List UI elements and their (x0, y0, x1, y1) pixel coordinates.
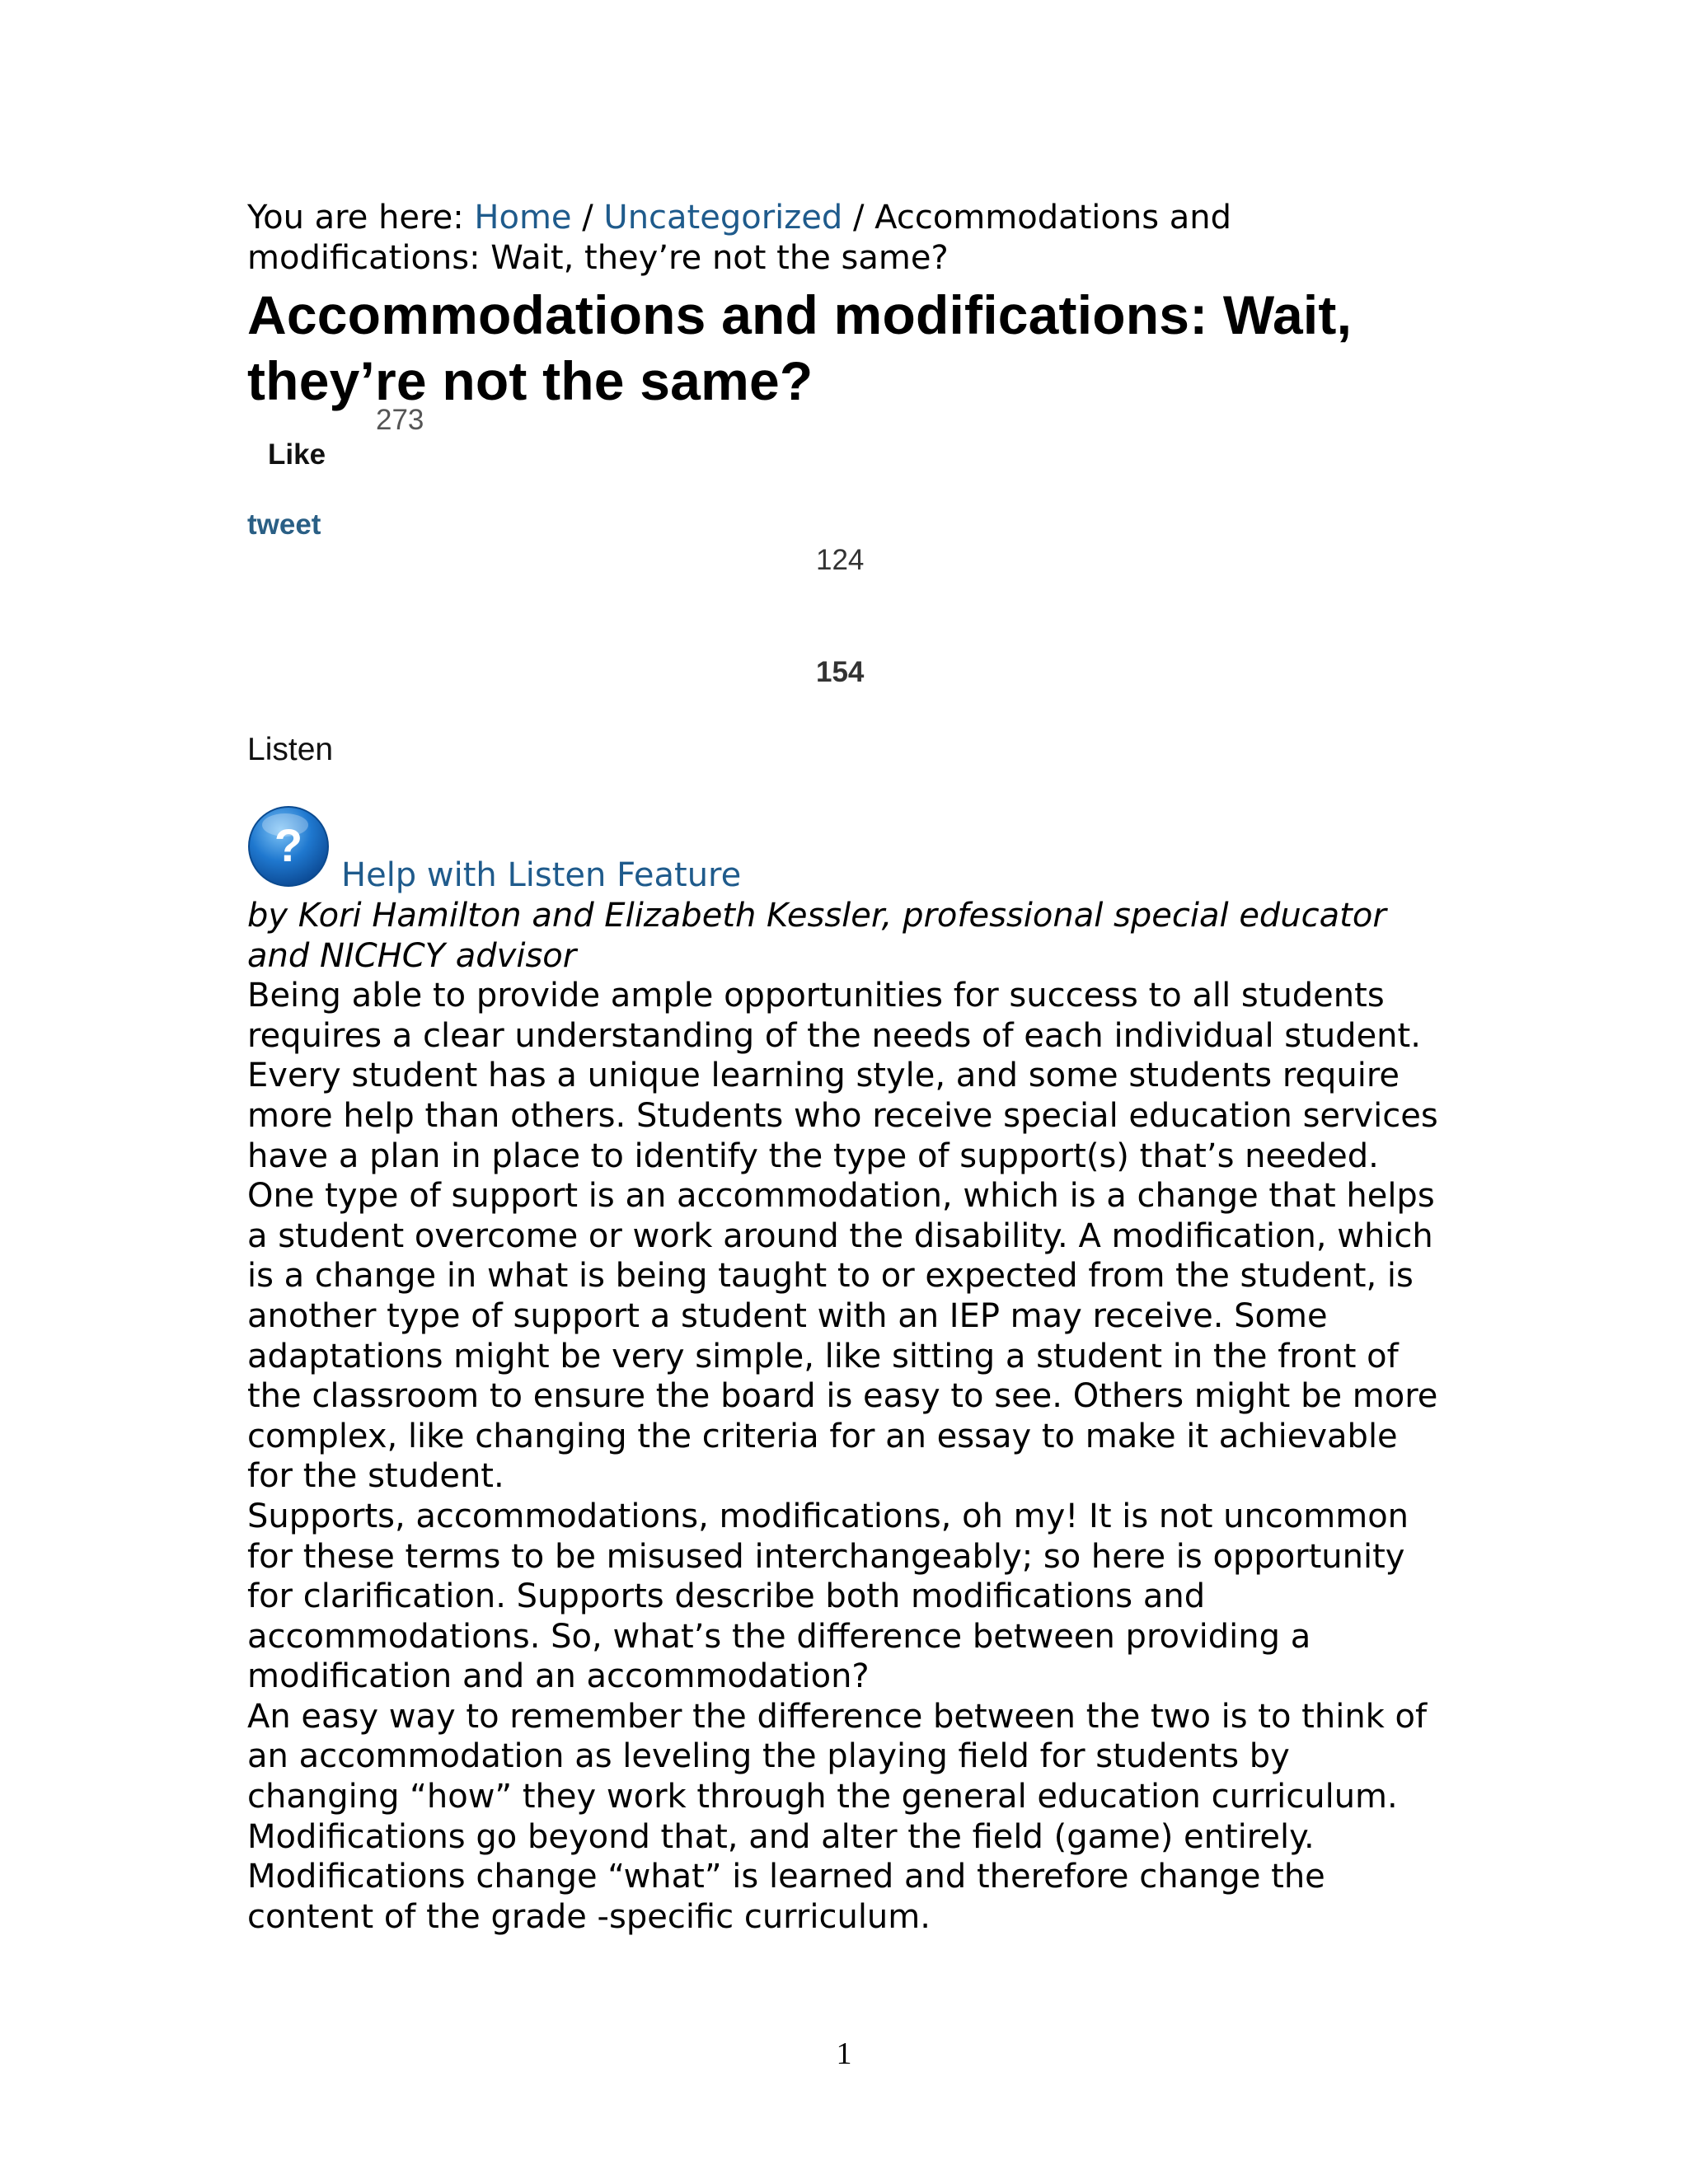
breadcrumb-prefix: You are here: (247, 199, 475, 237)
like-button[interactable]: Like (268, 438, 326, 471)
header-section (247, 198, 1442, 414)
help-listen-link[interactable]: Help with Listen Feature (341, 856, 742, 894)
breadcrumb-home-link[interactable]: Home (474, 199, 572, 237)
paragraph: Being able to provide ample opportunities for success to all students requires a clear understanding of the needs of each individual student. Every student has a unique learning style, and some students require more help than others. Students who receive special education services have a plan in place to identify the type of support(s) that’s needed. (247, 977, 1438, 1175)
breadcrumb-category-link[interactable]: Uncategorized (603, 199, 843, 237)
breadcrumb-separator: / (571, 199, 604, 237)
page-number: 1 (836, 2036, 852, 2071)
question-circle-icon[interactable] (247, 805, 330, 888)
breadcrumb-separator: / (842, 199, 875, 237)
tweet-link[interactable]: tweet (247, 509, 321, 541)
article-body (247, 896, 1451, 1937)
paragraph: One type of support is an accommodation, which is a change that helps a student overcome or work around the disability. A modification, which is a change in what is being taught to or expected from the student, is another type of support a student with an IEP may receive. Some adaptations might be very simple, like sitting a student in the front of the classroom to ensure the board is easy to see. Others might be more complex, like changing the criteria for an essay to make it achievable for the student. (247, 1177, 1438, 1496)
page-title: Accommodations and modifications: Wait, they’re not the same? (247, 284, 1353, 411)
paragraph: Supports, accommodations, modifications, oh my! It is not uncommon for these terms to be misused interchangeably; so here is opportunity for clarification. Supports describe both modifications and accommodations. So, what’s the difference between providing a modification and an accommodation? (247, 1497, 1409, 1696)
paragraph: An easy way to remember the difference between the two is to think of an accommodation as leveling the playing field for students by changing “how” they work through the general education curriculum. Modifications go beyond that, and alter the field (game) entirely. Modifications change “what” is learned and therefore change the content of the grade -specific curriculum. (247, 1697, 1428, 1936)
breadcrumb (247, 198, 1442, 279)
svg-text:?: ? (274, 819, 303, 871)
byline: by Kori Hamilton and Elizabeth Kessler, professional special educator and NICHCY advisor (247, 897, 1386, 975)
breadcrumb-current: Accommodations and modifications: Wait, they’re not the same? (247, 199, 1232, 277)
share-count: 124 (816, 544, 865, 576)
listen-button[interactable]: Listen (247, 732, 334, 767)
like-count: 273 (376, 404, 424, 436)
share-count-bold: 154 (816, 656, 865, 688)
